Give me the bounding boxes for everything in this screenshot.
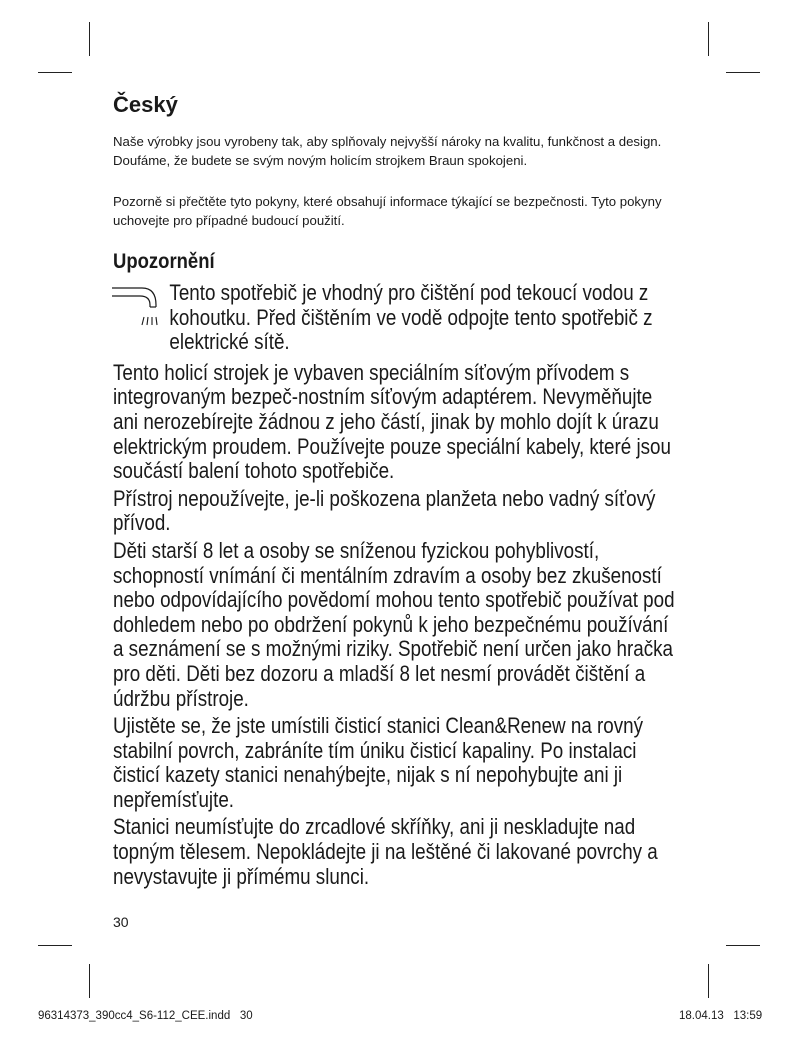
footer-file-slug: 96314373_390cc4_S6-112_CEE.indd 30 <box>38 1010 253 1022</box>
footer-date-slug: 18.04.13 13:59 <box>679 1010 763 1022</box>
page-title: Český <box>113 92 178 117</box>
warning-body <box>113 281 677 892</box>
warning-heading: Upozornění <box>113 250 215 273</box>
crop-mark-bottom-right-horizontal <box>726 945 760 946</box>
intro-paragraph: Pozorně si přečtěte tyto pokyny, které obsahují informace týkající se bezpečnosti. Tyto pokyny uchovejte pro případné budoucí použití. <box>113 194 662 228</box>
crop-mark-top-right-vertical <box>708 22 709 56</box>
body-paragraph: Děti starší 8 let a osoby se sníženou fyzickou pohyblivostí, schopností vnímání či mentálním zdravím a osoby bez zkušeností nebo odpovídajícího povědomí mohou tento spotřebič používat pod dohledem nebo po obdržení pokynů k jeho bezpečnému používání a seznámení se s možnými riziky. Spotřebič není určen jako hračka pro děti. Děti bez dozoru a mladší 8 let nesmí provádět čištění a údržbu přístroje. <box>113 537 675 711</box>
body-paragraph: Přístroj nepoužívejte, je-li poškozena planžeta nebo vadný síťový přívod. <box>113 485 656 536</box>
body-paragraph: Tento spotřebič je vhodný pro čištění pod tekoucí vodou z kohoutku. Před čištěním ve vodě odpojte tento spotřebič z elektrické sítě. <box>169 280 653 355</box>
crop-mark-top-left-vertical <box>89 22 90 56</box>
crop-mark-top-left-horizontal <box>38 72 72 73</box>
body-paragraph: Stanici neumísťujte do zrcadlové skříňky, ani ji neskladujte nad topným tělesem. Nepokládejte ji na leštěné či lakované povrchy a nevystavujte ji přímému slunci. <box>113 814 658 889</box>
page-number: 30 <box>113 914 129 930</box>
crop-mark-top-right-horizontal <box>726 72 760 73</box>
intro-paragraph: Naše výrobky jsou vyrobeny tak, aby splňovaly nejvyšší nároky na kvalitu, funkčnost a design. Doufáme, že budete se svým novým holicím strojkem Braun spokojeni. <box>113 134 662 168</box>
crop-mark-bottom-left-vertical <box>89 964 90 998</box>
body-paragraph: Ujistěte se, že jste umístili čisticí stanici Clean&Renew na rovný stabilní povrch, zabráníte tím úniku čisticí kapaliny. Po instalaci čisticí kazety stanici nenahýbejte, nijak s ní nepohybujte ani ji nepřemísťujte. <box>113 713 644 812</box>
body-paragraph: Tento holicí strojek je vybaven speciálním síťovým přívodem s integrovaným bezpeč-nostním síťovým adaptérem. Nevyměňujte ani nerozebírejte žádnou z jeho částí, jinak by mohlo dojít k úrazu elektrickým proudem. Používejte pouze speciální kabely, které jsou součástí balení tohoto spotřebiče. <box>113 359 671 484</box>
crop-mark-bottom-left-horizontal <box>38 945 72 946</box>
crop-mark-bottom-right-vertical <box>708 964 709 998</box>
